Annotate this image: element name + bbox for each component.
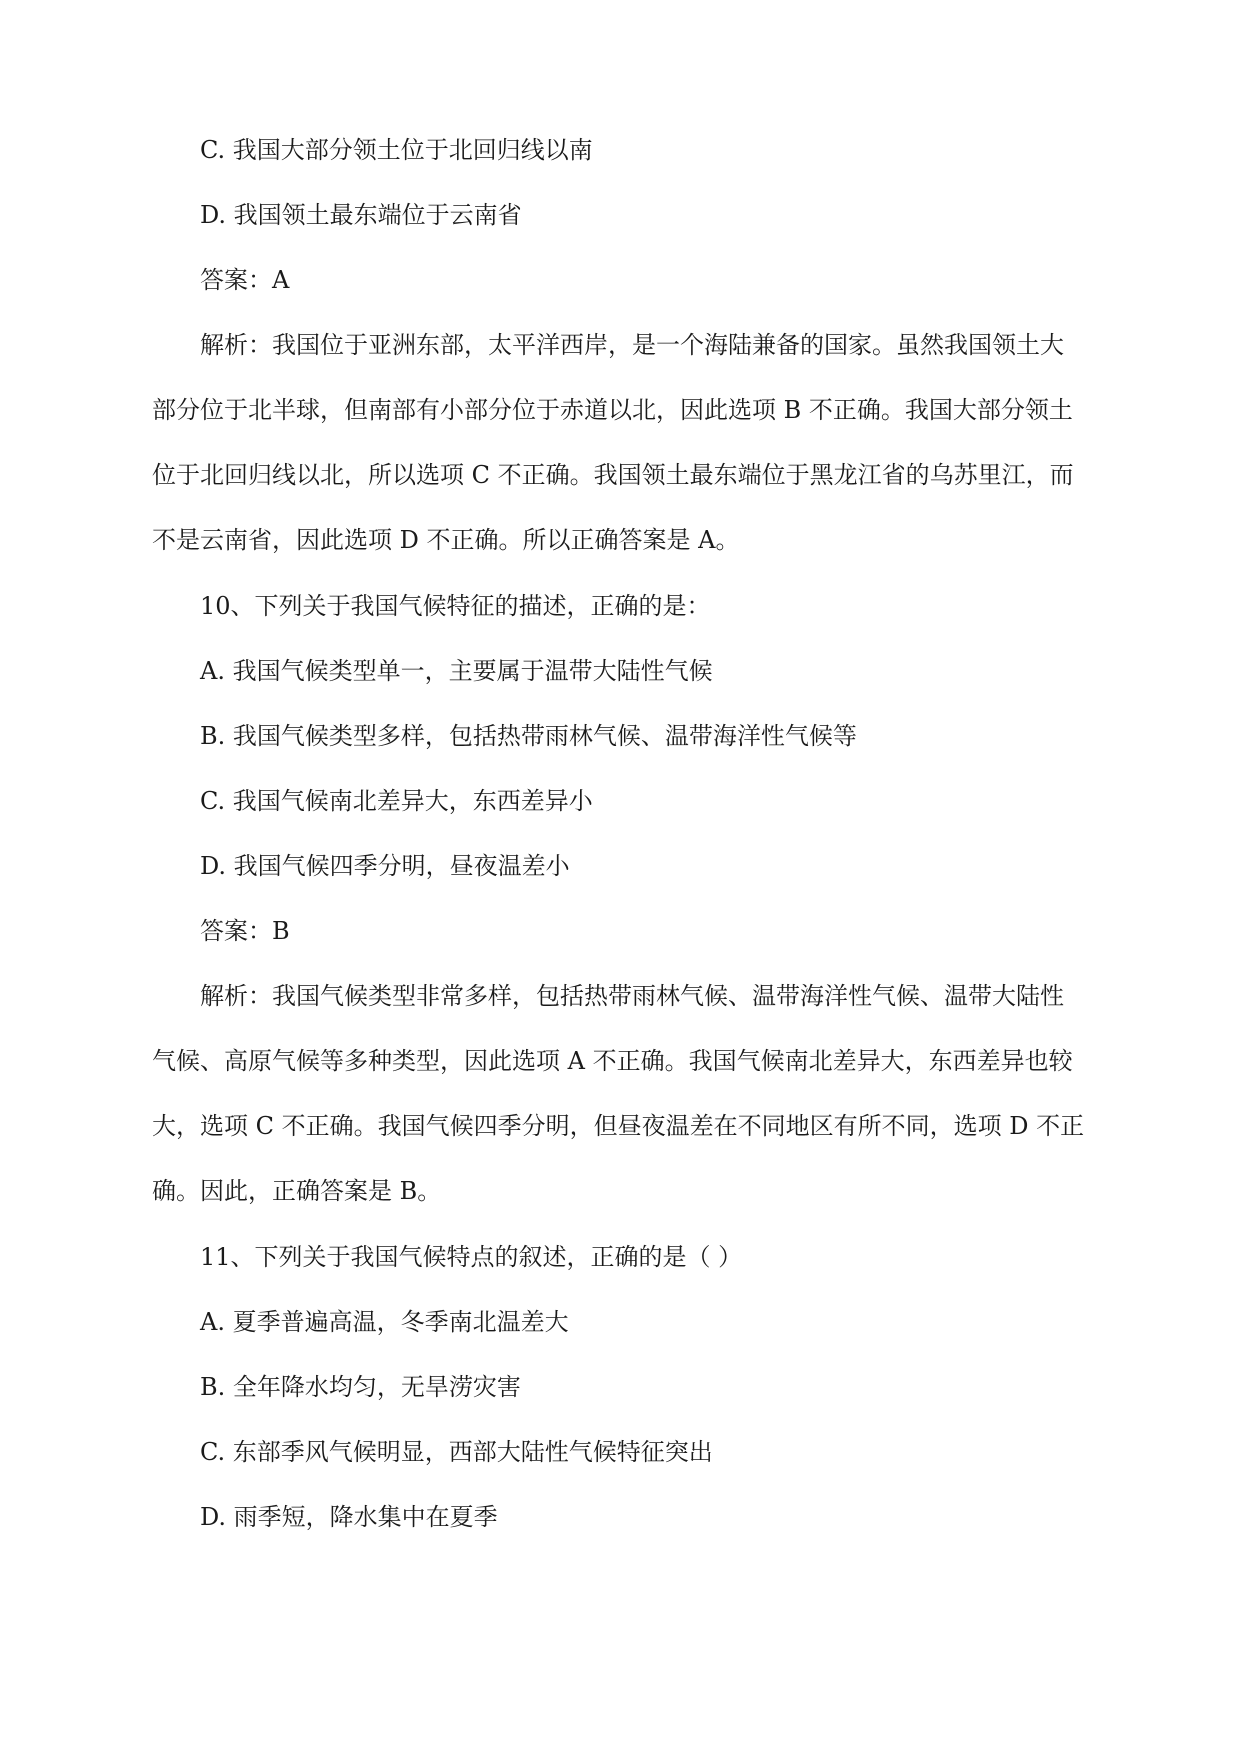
q9-analysis-line-3: 位于北回归线以北，所以选项 C 不正确。我国领土最东端位于黑龙江省的乌苏里江，而 (152, 461, 1074, 489)
q10-analysis-line-2: 气候、高原气候等多种类型，因此选项 A 不正确。我国气候南北差异大，东西差异也较 (152, 1047, 1073, 1075)
q10-option-c: C. 我国气候南北差异大，东西差异小 (200, 787, 593, 815)
q9-option-c: C. 我国大部分领土位于北回归线以南 (200, 136, 593, 164)
q11-option-b: B. 全年降水均匀，无旱涝灾害 (200, 1373, 521, 1401)
q10-analysis (152, 964, 1090, 1224)
q11-option-a: A. 夏季普遍高温，冬季南北温差大 (200, 1308, 569, 1336)
q10-stem: 10、下列关于我国气候特征的描述，正确的是： (200, 592, 711, 620)
q9-analysis (152, 313, 1090, 573)
q10-option-b: B. 我国气候类型多样，包括热带雨林气候、温带海洋性气候等 (200, 722, 857, 750)
q11-stem: 11、下列关于我国气候特点的叙述，正确的是（ ） (200, 1243, 743, 1271)
page-content (152, 130, 1090, 1562)
q10-option-d: D. 我国气候四季分明，昼夜温差小 (200, 852, 570, 880)
q10-option-a: A. 我国气候类型单一，主要属于温带大陆性气候 (200, 657, 713, 685)
q10-analysis-line-1: 解析：我国气候类型非常多样，包括热带雨林气候、温带海洋性气候、温带大陆性 (200, 982, 1064, 1010)
q11-option-c: C. 东部季风气候明显，西部大陆性气候特征突出 (200, 1438, 713, 1466)
q9-analysis-line-2: 部分位于北半球，但南部有小部分位于赤道以北，因此选项 B 不正确。我国大部分领土 (152, 396, 1073, 424)
q9-analysis-line-4: 不是云南省，因此选项 D 不正确。所以正确答案是 A。 (152, 526, 740, 554)
q11-option-d: D. 雨季短，降水集中在夏季 (200, 1503, 498, 1531)
q9-answer: 答案：A (200, 266, 290, 294)
q9-analysis-line-1: 解析：我国位于亚洲东部，太平洋西岸，是一个海陆兼备的国家。虽然我国领土大 (200, 331, 1064, 359)
q10-analysis-line-4: 确。因此，正确答案是 B。 (152, 1177, 442, 1205)
q10-answer: 答案：B (200, 917, 290, 945)
q9-option-d: D. 我国领土最东端位于云南省 (200, 201, 522, 229)
q10-analysis-line-3: 大，选项 C 不正确。我国气候四季分明，但昼夜温差在不同地区有所不同，选项 D 不正 (152, 1112, 1085, 1140)
